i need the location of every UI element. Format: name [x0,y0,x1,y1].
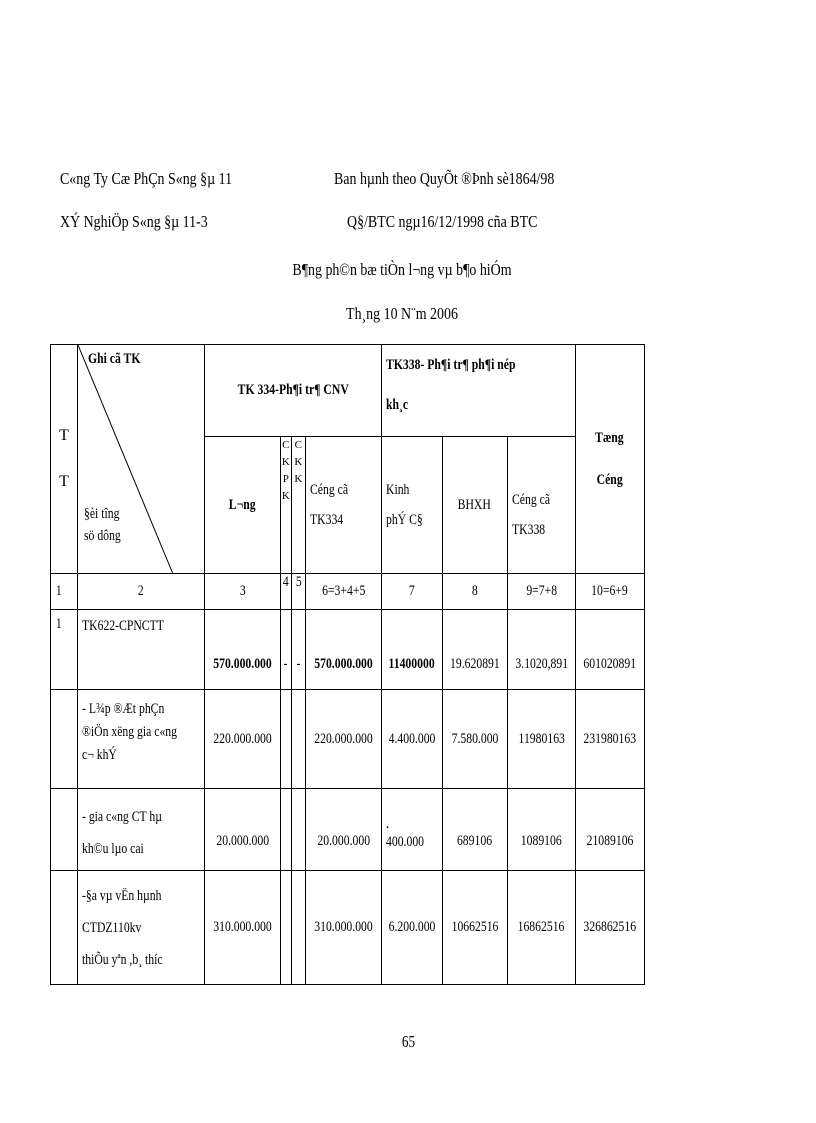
decree-line-1: Ban hµnh theo QuyÕt ®Þnh sè1864/98 [334,169,555,188]
row-label: - gia c«ng CT hµ kh©u lµo cai [78,789,205,871]
page-number: 65 [401,1032,415,1051]
index-cell: 5 [291,574,305,610]
decree-line-2: Q§/BTC ngµ16/12/1998 cña BTC [347,212,538,231]
row-cong334: 220.000.000 [305,690,381,789]
row-cong334: 20.000.000 [305,789,381,871]
main-label: TK622-CPNCTT [78,610,205,690]
row-bhxh: 10662516 [442,871,507,985]
index-row [51,574,645,610]
diag-bottom-label-1: §èi tîng [84,506,120,522]
main-bhxh: 19.620891 [442,610,507,690]
luong-header: L¬ng [204,437,280,574]
index-cell: 8 [442,574,507,610]
allocation-table [50,344,645,985]
main-cong334: 570.000.000 [305,610,381,690]
table-row [51,690,645,789]
row-kinhphi: 6.200.000 [381,871,442,985]
index-cell: 3 [204,574,280,610]
bhxh-header: BHXH [442,437,507,574]
main-cong338: 3.1020,891 [507,610,576,690]
row-total: 326862516 [576,871,645,985]
index-cell: 2 [78,574,205,610]
row-bhxh: 689106 [442,789,507,871]
row-total: 21089106 [576,789,645,871]
col-tt-header [51,345,78,574]
row-label: -§a vµ vËn hµnh CTDZ110kv thiÕu yªn ,b¸ thíc [78,871,205,985]
main-kinhphi: 11400000 [381,610,442,690]
row-kinhphi: 4.400.000 [381,690,442,789]
row-label: - L¾p ®Æt phÇn ®iÖn xëng gia c«ng c¬ khÝ [78,690,205,789]
index-cell: 9=7+8 [507,574,576,610]
document-period: Th¸ng 10 N¨m 2006 [346,304,458,323]
group-334-header: TK 334-Ph¶i tr¶ CNV [204,345,381,437]
main-ckpk: - [280,610,291,690]
main-tt: 1 [51,610,78,690]
document-title: B¶ng ph©n bæ tiÒn l¬ng vµ b¶o hiÓm [292,260,512,279]
company-name: C«ng Ty Cæ PhÇn S«ng §µ 11 [60,169,233,188]
row-luong: 220.000.000 [204,690,280,789]
ckk-header: C K K [291,437,305,574]
cong-334-header: Céng cã TK334 [305,437,381,574]
total-header: Tæng Céng [576,345,645,574]
row-cong334: 310.000.000 [305,871,381,985]
row-cong338: 11980163 [507,690,576,789]
group-338-header: TK338- Ph¶i tr¶ ph¶i nép kh¸c [381,345,575,437]
index-cell: 10=6+9 [576,574,645,610]
ckpk-header: C K P K [280,437,291,574]
index-cell: 6=3+4+5 [305,574,381,610]
kinhphi-header: Kinh phÝ C§ [381,437,442,574]
main-ckk: - [291,610,305,690]
table-row-main [51,610,645,690]
main-total: 601020891 [576,610,645,690]
diag-top-label: Ghi cã TK [88,351,141,367]
row-luong: 310.000.000 [204,871,280,985]
diagonal-header-cell [78,345,205,574]
row-kinhphi: . 400.000 [381,789,442,871]
cong-338-header: Céng cã TK338 [507,437,576,574]
table-row [51,789,645,871]
row-total: 231980163 [576,690,645,789]
enterprise-name: XÝ NghiÖp S«ng §µ 11-3 [60,212,208,231]
col-tt-letter-2: T [59,473,69,490]
col-tt-letter-1: T [59,427,69,444]
index-cell: 7 [381,574,442,610]
index-cell: 1 [51,574,78,610]
diag-bottom-label-2: sö dông [84,528,121,544]
row-cong338: 16862516 [507,871,576,985]
row-bhxh: 7.580.000 [442,690,507,789]
row-luong: 20.000.000 [204,789,280,871]
main-luong: 570.000.000 [204,610,280,690]
table-row [51,871,645,985]
index-cell: 4 [280,574,291,610]
row-cong338: 1089106 [507,789,576,871]
